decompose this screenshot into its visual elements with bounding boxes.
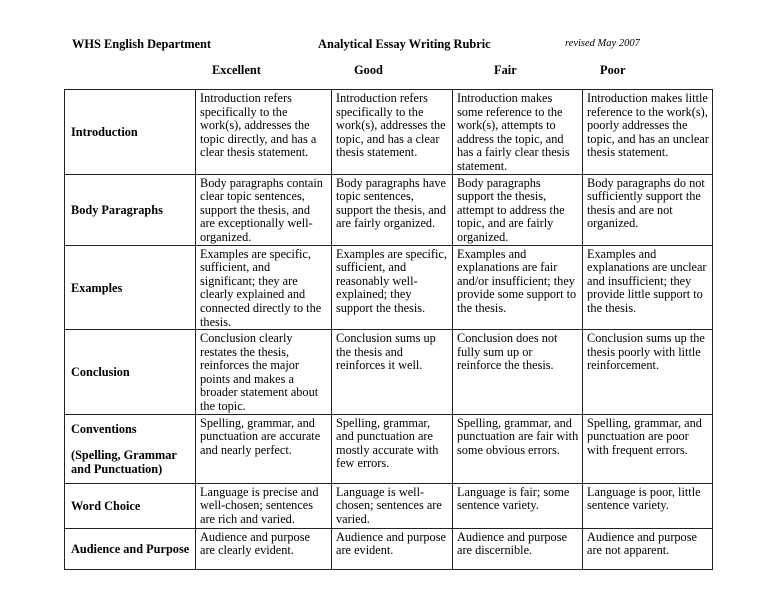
rubric-cell-excellent: Language is precise and well-chosen; sentences are rich and varied. bbox=[196, 483, 332, 528]
rubric-row-conclusion bbox=[65, 330, 713, 415]
rubric-cell-fair: Introduction makes some reference to the work(s), attempts to address the topic, and has a fairly clear thesis statement. bbox=[453, 90, 583, 175]
rubric-cell-good: Introduction refers specifically to the work(s), addresses the topic, and has a clear thesis statement. bbox=[332, 90, 453, 175]
row-category: Introduction bbox=[65, 90, 196, 175]
rubric-row-introduction bbox=[65, 90, 713, 175]
rubric-cell-poor: Conclusion sums up the thesis poorly with little reinforcement. bbox=[583, 330, 713, 415]
row-category bbox=[65, 414, 196, 483]
rubric-cell-good: Body paragraphs have topic sentences, support the thesis, and are fairly organized. bbox=[332, 174, 453, 245]
rubric-cell-excellent: Introduction refers specifically to the work(s), addresses the topic directly, and has a clear thesis statement. bbox=[196, 90, 332, 175]
document-title: Analytical Essay Writing Rubric bbox=[318, 37, 491, 51]
row-category: Examples bbox=[65, 245, 196, 330]
rubric-cell-excellent: Examples are specific, sufficient, and significant; they are clearly explained and connected directly to the thesis. bbox=[196, 245, 332, 330]
rubric-cell-excellent: Audience and purpose are clearly evident. bbox=[196, 528, 332, 569]
rubric-cell-fair: Spelling, grammar, and punctuation are fair with some obvious errors. bbox=[453, 414, 583, 483]
row-category: Word Choice bbox=[65, 483, 196, 528]
row-category-title: Conventions bbox=[71, 421, 137, 436]
rubric-cell-poor: Body paragraphs do not sufficiently support the thesis and are not organized. bbox=[583, 174, 713, 245]
rubric-cell-excellent: Conclusion clearly restates the thesis, reinforces the major points and makes a broader statement about the topic. bbox=[196, 330, 332, 415]
rubric-cell-poor: Introduction makes little reference to the work(s), poorly addresses the topic, and has an unclear thesis statement. bbox=[583, 90, 713, 175]
rubric-cell-good: Spelling, grammar, and punctuation are mostly accurate with few errors. bbox=[332, 414, 453, 483]
rubric-cell-fair: Conclusion does not fully sum up or reinforce the thesis. bbox=[453, 330, 583, 415]
rubric-cell-good: Audience and purpose are evident. bbox=[332, 528, 453, 569]
rubric-cell-fair: Language is fair; some sentence variety. bbox=[453, 483, 583, 528]
rubric-cell-good: Conclusion sums up the thesis and reinforces it well. bbox=[332, 330, 453, 415]
row-category: Body Paragraphs bbox=[65, 174, 196, 245]
rubric-cell-poor: Spelling, grammar, and punctuation are poor with frequent errors. bbox=[583, 414, 713, 483]
rubric-row-examples bbox=[65, 245, 713, 330]
row-category: Audience and Purpose bbox=[65, 528, 196, 569]
rubric-row-word-choice bbox=[65, 483, 713, 528]
rubric-cell-excellent: Body paragraphs contain clear topic sentences, support the thesis, and are exceptionally well-organized. bbox=[196, 174, 332, 245]
rubric-cell-excellent: Spelling, grammar, and punctuation are accurate and nearly perfect. bbox=[196, 414, 332, 483]
revision-note: revised May 2007 bbox=[565, 38, 640, 49]
rubric-cell-poor: Audience and purpose are not apparent. bbox=[583, 528, 713, 569]
rubric-row-audience-purpose bbox=[65, 528, 713, 569]
rubric-cell-poor: Examples and explanations are unclear and insufficient; they provide little support to the thesis. bbox=[583, 245, 713, 330]
rubric-cell-fair: Body paragraphs support the thesis, attempt to address the topic, and are fairly organized. bbox=[453, 174, 583, 245]
rubric-row-body-paragraphs bbox=[65, 174, 713, 245]
rubric-cell-poor: Language is poor, little sentence variety. bbox=[583, 483, 713, 528]
rubric-cell-fair: Examples and explanations are fair and/or insufficient; they provide some support to the thesis. bbox=[453, 245, 583, 330]
rubric-cell-good: Examples are specific, sufficient, and reasonably well-explained; they support the thesis. bbox=[332, 245, 453, 330]
rubric-cell-good: Language is well-chosen; sentences are varied. bbox=[332, 483, 453, 528]
column-header-excellent: Excellent bbox=[212, 63, 261, 77]
column-header-fair: Fair bbox=[494, 63, 517, 77]
rubric-cell-fair: Audience and purpose are discernible. bbox=[453, 528, 583, 569]
rubric-table bbox=[64, 89, 713, 570]
row-category-subtitle: (Spelling, Grammar and Punctuation) bbox=[71, 448, 177, 476]
column-header-good: Good bbox=[354, 63, 383, 77]
rubric-row-conventions bbox=[65, 414, 713, 483]
department-name: WHS English Department bbox=[72, 37, 212, 51]
column-header-poor: Poor bbox=[600, 63, 626, 77]
row-category: Conclusion bbox=[65, 330, 196, 415]
